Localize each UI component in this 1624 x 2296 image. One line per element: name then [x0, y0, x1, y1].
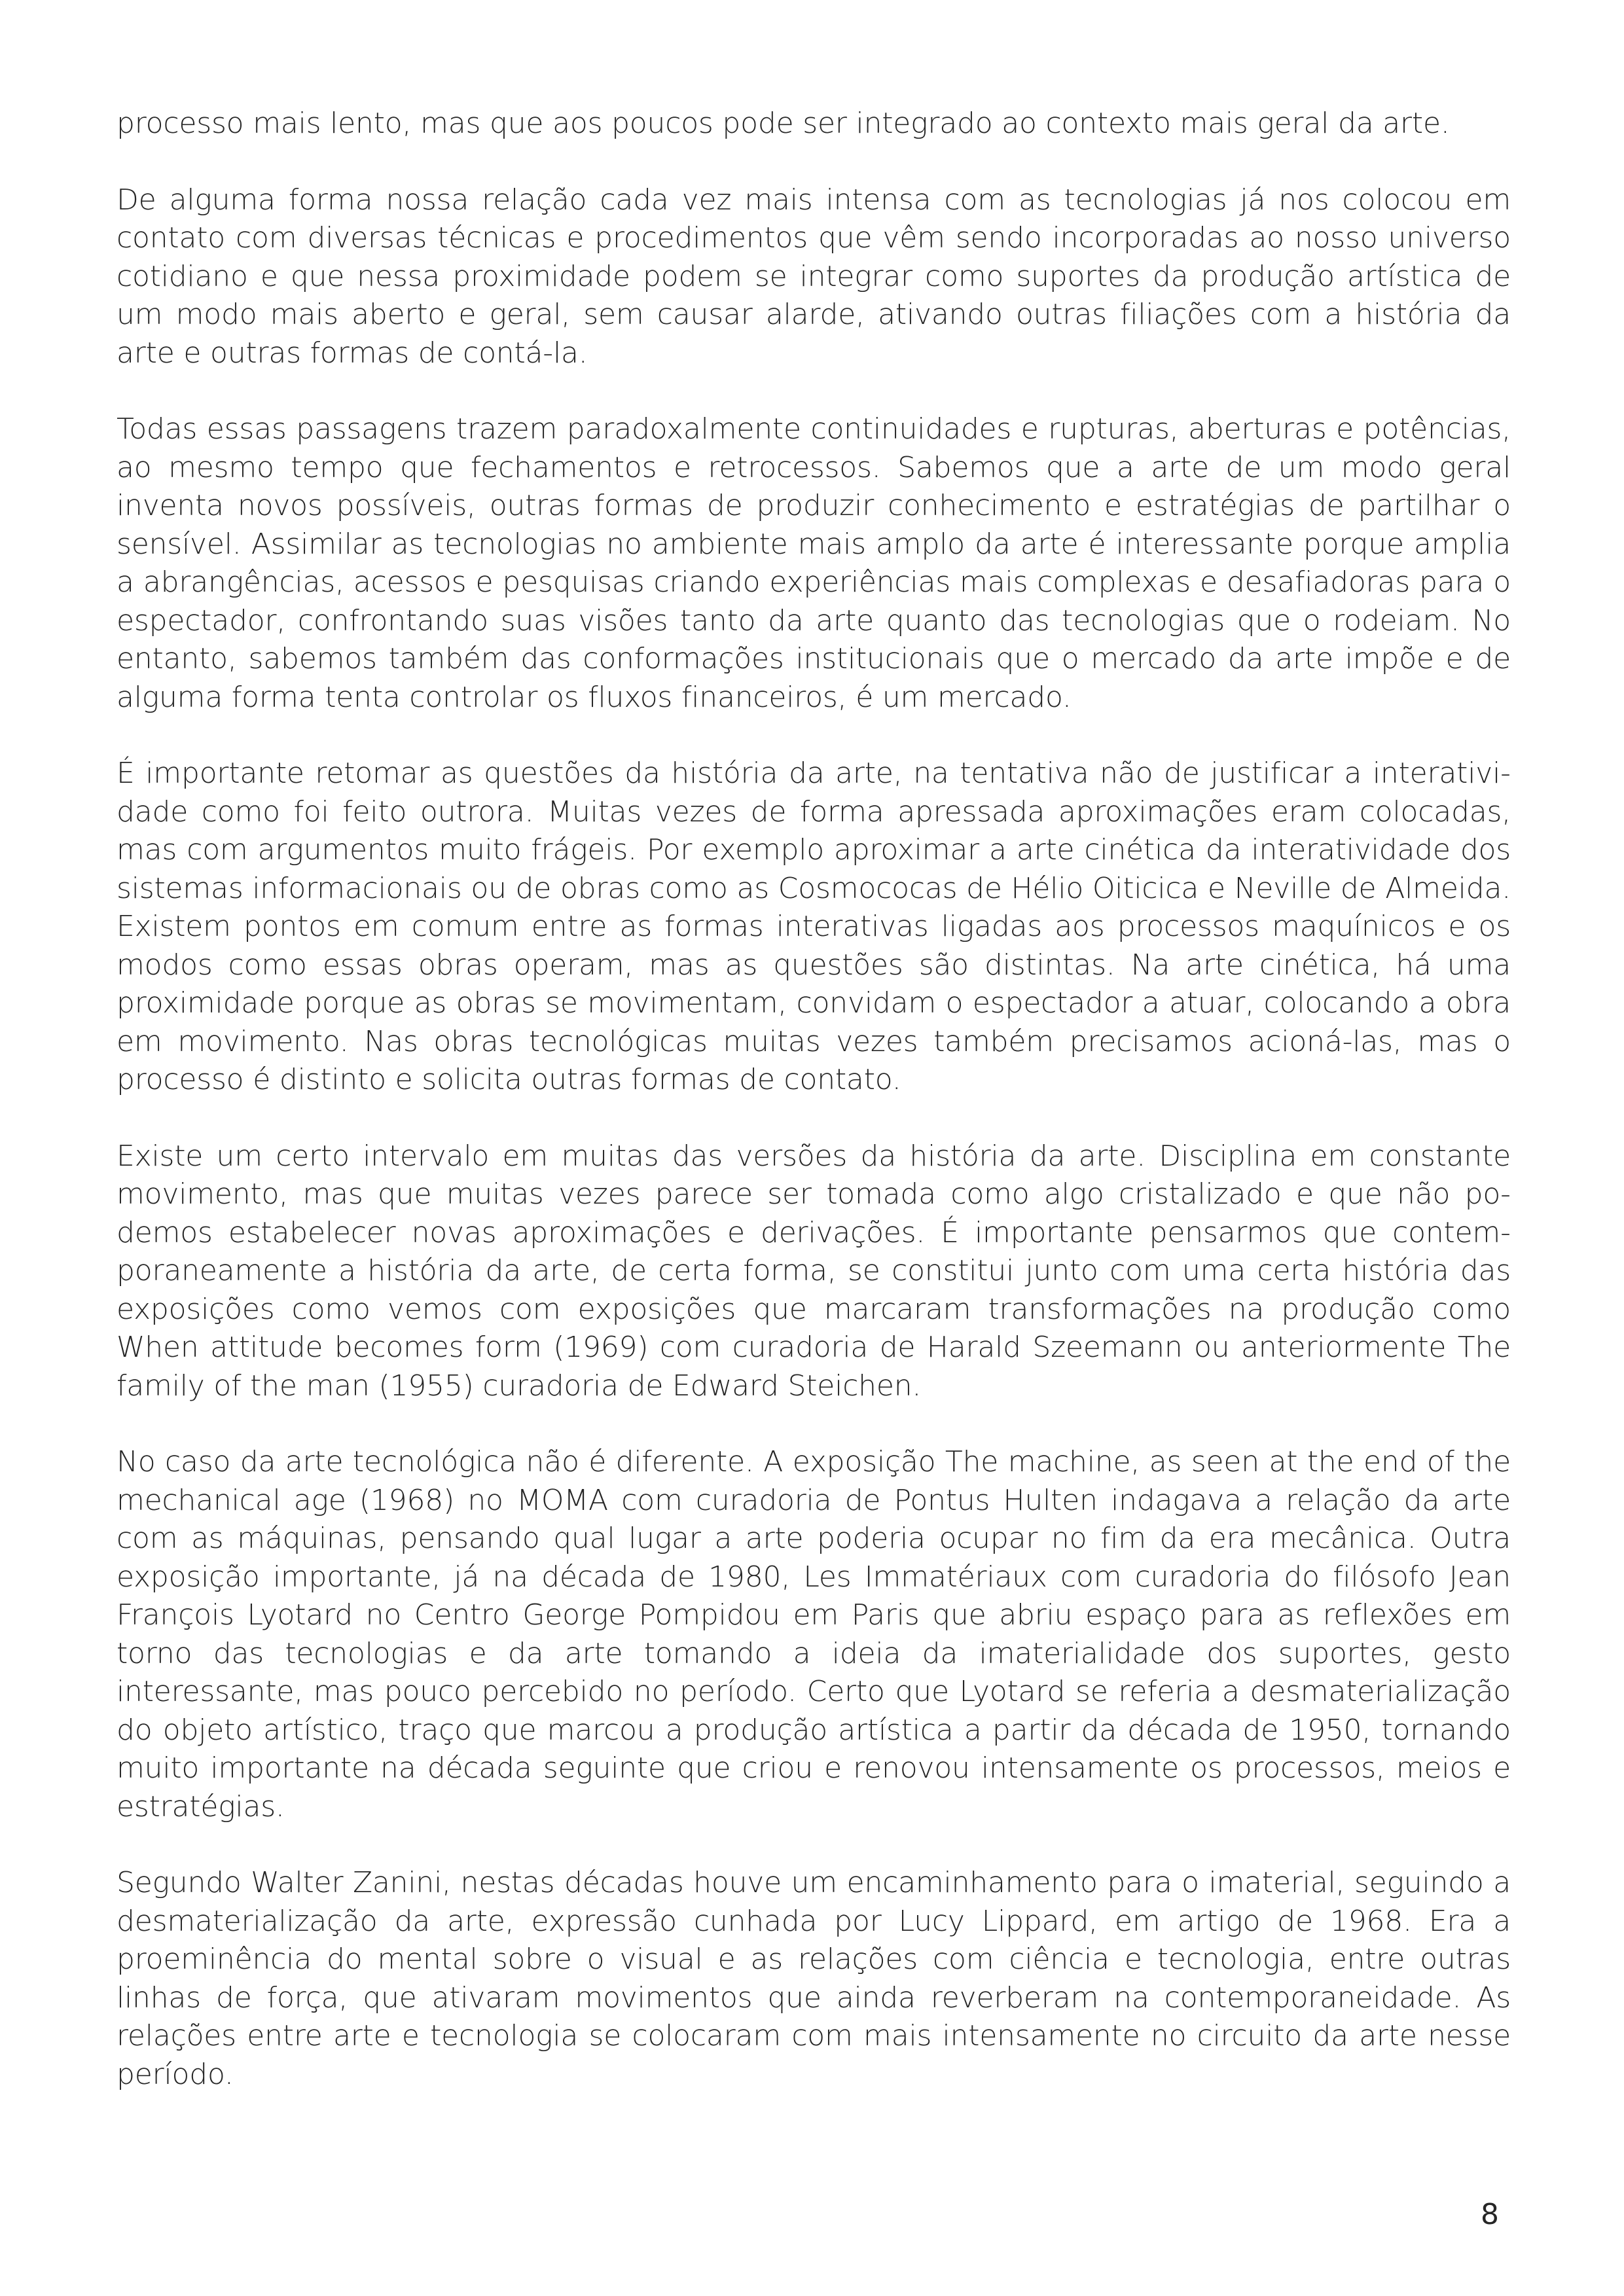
paragraph-5: Existe um certo intervalo em muitas das versões da história da arte. Disciplina em constante movimento, mas que muitas vezes parece ser tomada como algo cristalizado e que não podemos estabelecer novas aproximações e derivações. É importante pensarmos que contemporaneamente a história da arte, de certa forma, se constitui junto com uma certa história das exposições como vemos com exposições que marcaram transformações na produção como When attitude becomes form (1969) com curadoria de Harald Szeemann ou anteriormente The family of the man (1955) curadoria de Edward Steichen. [117, 1139, 1511, 1403]
paragraph-2: De alguma forma nossa relação cada vez mais intensa com as tecnologias já nos colocou em contato com diversas técnicas e procedimentos que vêm sendo incorporadas ao nosso universo cotidiano e que nessa proximidade podem se integrar como suportes da produção artística de um modo mais aberto e geral, sem causar alarde, ativando outras filiações com a história da arte e outras formas de contá-la. [117, 183, 1511, 370]
paragraph-4: É importante retomar as questões da história da arte, na tentativa não de justificar a interatividade como foi feito outrora. Muitas vezes de forma apressada aproximações eram colocadas, mas com argumentos muito frágeis. Por exemplo aproximar a arte cinética da interatividade dos sistemas informacionais ou de obras como as Cosmococas de Hélio Oiticica e Neville de Almeida. Existem pontos em comum entre as formas interativas ligadas aos processos maquínicos e os modos como essas obras operam, mas as questões são distintas. Na arte cinética, há uma proximidade porque as obras se movimentam, convidam o espectador a atuar, colocando a obra em movimento. Nas obras tecnológicas muitas vezes também precisamos acioná-las, mas o processo é distinto e solicita outras formas de contato. [117, 757, 1511, 1096]
page-number: 8 [1481, 2198, 1499, 2231]
paragraph-3: Todas essas passagens trazem paradoxalmente continuidades e rupturas, aberturas e potências, ao mesmo tempo que fechamentos e retrocessos. Sabemos que a arte de um modo geral inventa novos possíveis, outras formas de produzir conhecimento e estratégias de partilhar o sensível. Assimilar as tecnologias no ambiente mais amplo da arte é interessante porque amplia a abrangências, acessos e pesquisas criando experiências mais complexas e desafiadoras para o espectador, confrontando suas visões tanto da arte quanto das tecnologias que o rodeiam. No entanto, sabemos também das conformações institucionais que o mercado da arte impõe e de alguma forma tenta controlar os fluxos financeiros, é um mercado. [117, 412, 1511, 714]
paragraph-1: processo mais lento, mas que aos poucos pode ser integrado ao contexto mais geral da arte. [117, 107, 1450, 140]
paragraph-6: No caso da arte tecnológica não é diferente. A exposição The machine, as seen at the end of the mechanical age (1968) no MOMA com curadoria de Pontus Hulten indagava a relação da arte com as máquinas, pensando qual lugar a arte poderia ocupar no fim da era mecânica. Outra exposição importante, já na década de 1980, Les Immatériaux com curadoria do filósofo Jean François Lyotard no Centro George Pompidou em Paris que abriu espaço para as reflexões em torno das tecnologias e da arte tomando a ideia da imaterialidade dos suportes, gesto interessante, mas pouco percebido no período. Certo que Lyotard se referia a desmaterialização do objeto artístico, traço que marcou a produção artística a partir da década de 1950, tornando muito importante na década seguinte que criou e renovou intensamente os processos, meios e estratégias. [117, 1445, 1511, 1823]
document-body [117, 105, 1511, 2094]
paragraph-7: Segundo Walter Zanini, nestas décadas houve um encaminhamento para o imaterial, seguindo a desmaterialização da arte, expressão cunhada por Lucy Lippard, em artigo de 1968. Era a proeminência do mental sobre o visual e as relações com ciência e tecnologia, entre outras linhas de força, que ativaram movimentos que ainda reverberam na contemporaneidade. As relações entre arte e tecnologia se colocaram com mais intensamente no circuito da arte nesse período. [117, 1866, 1511, 2091]
